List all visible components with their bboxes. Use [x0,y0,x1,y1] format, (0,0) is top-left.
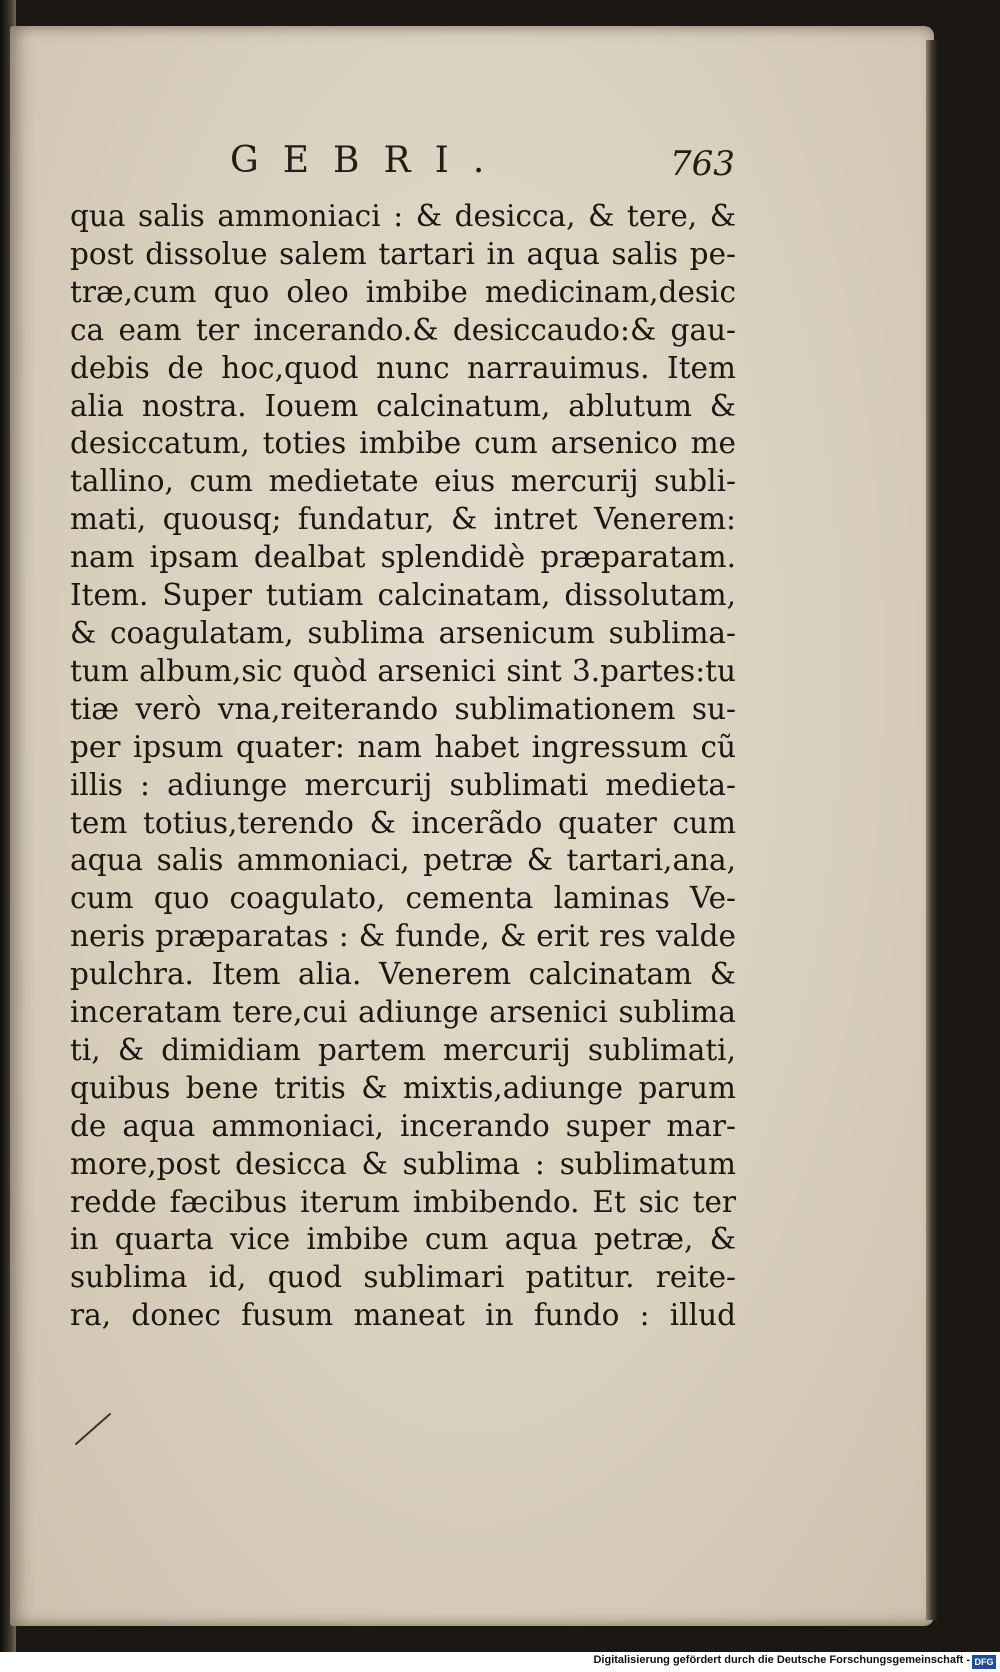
text-line: træ,cum quo oleo imbibe medicinam,desic [70,274,736,309]
digitization-footer [0,1652,1000,1672]
text-line: redde fæcibus iterum imbibendo. Et sic ter [70,1184,736,1219]
text-line: ca eam ter incerando.& desiccaudo:& gau- [70,312,736,347]
text-line: nam ipsam dealbat splendidè præparatam. [70,540,736,575]
text-line: quibus bene tritis & mixtis,adiunge parum [70,1070,736,1105]
text-line: cum quo coagulato, cementa laminas Ve- [70,881,736,916]
text-line: more,post desicca & sublima : sublimatum [70,1146,736,1181]
page-number: 763 [670,144,735,184]
text-line: per ipsum quater: nam habet ingressum cũ [70,729,736,764]
text-line: desiccatum, toties imbibe cum arsenico me [70,426,736,461]
text-line: debis de hoc,quod nunc narrauimus. Item [70,350,736,385]
text-line: qua salis ammoniaci : & desicca, & tere, & [70,199,736,233]
text-line: tiæ verò vna,reiterando sublimationem su- [70,691,736,726]
text-line: tallino, cum medietate eius mercurij subli- [70,464,736,499]
text-line: mati, quousq; fundatur, & intret Venerem: [70,502,736,537]
text-line: de aqua ammoniaci, incerando super mar- [70,1108,736,1143]
text-line: inceratam tere,cui adiunge arsenici sublima [70,995,736,1030]
body-text [70,198,736,1335]
pen-stroke-mark [74,1410,114,1446]
page-edge [926,40,938,1620]
funding-credit: Digitalisierung gefördert durch die Deutsche Forschungsgemeinschaft - [593,1654,970,1666]
text-line: tum album,sic quòd arsenici sint 3.partes:tu [70,653,736,688]
dfg-logo: DFG [972,1655,996,1669]
text-line: & coagulatam, sublima arsenicum sublima- [70,615,736,650]
text-line: ra, donec fusum maneat in fundo : illud [70,1298,736,1333]
text-line: pulchra. Item alia. Venerem calcinatam & [70,957,736,992]
text-line: in quarta vice imbibe cum aqua petræ, & [70,1222,736,1257]
text-line: ti, & dimidiam partem mercurij sublimati, [70,1032,736,1067]
text-line: aqua salis ammoniaci, petræ & tartari,ana, [70,843,736,878]
text-line: alia nostra. Iouem calcinatum, ablutum & [70,388,736,423]
text-line: Item. Super tutiam calcinatam, dissolutam, [70,578,736,613]
text-line: sublima id, quod sublimari patitur. reite- [70,1260,736,1295]
running-title: GEBRI. [230,140,509,181]
text-line: post dissolue salem tartari in aqua salis pe- [70,236,736,271]
text-line: neris præparatas : & funde, & erit res valde [70,919,736,954]
page-header [0,140,1000,200]
text-line: tem totius,terendo & incerãdo quater cum [70,805,736,840]
text-line: illis : adiunge mercurij sublimati medieta- [70,767,736,802]
